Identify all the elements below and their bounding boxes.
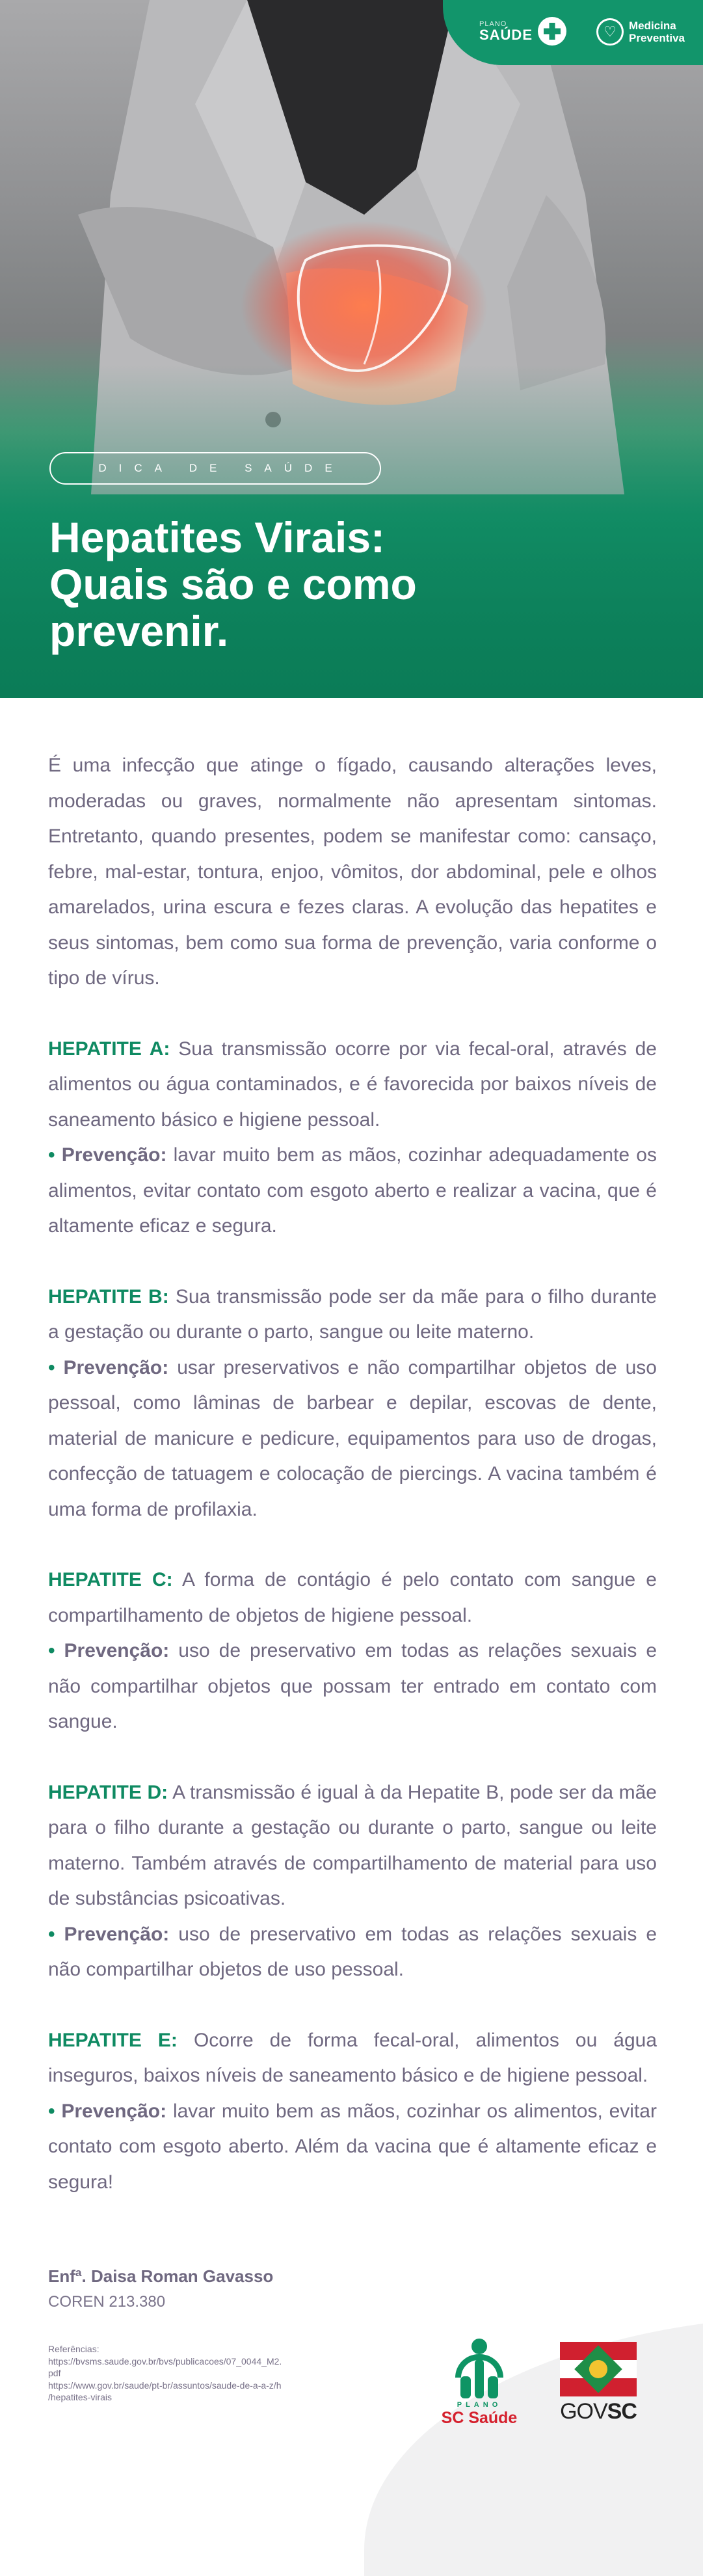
bullet-icon: • [48,1923,55,1945]
gov-suffix: SC [607,2399,637,2424]
reference-link-cont[interactable]: /hepatites-virais [48,2392,113,2402]
author-block [48,2266,273,2311]
section-title: HEPATITE E: [48,2029,178,2051]
person-icon [450,2339,509,2398]
section-hepatite-c [48,1563,657,1740]
section-title: HEPATITE A: [48,1038,170,1060]
section-text: A transmissão é igual à da Hepatite B, pode ser da mãe para o filho durante a gestação ou durante o parto, sangue ou leite materno. Também através de compartilhamento de material para uso de substâncias psicoativas. [48,1781,657,1909]
section-hepatite-b [48,1280,657,1528]
plano-saude-logo [479,17,566,46]
section-description [48,1032,657,1138]
reference-link[interactable]: https://bvsms.saude.gov.br/bvs/publicacoes/07_0044_M2. [48,2355,282,2367]
section-title: HEPATITE D: [48,1781,168,1803]
section-description [48,1775,657,1917]
title-line-1: Hepatites Virais: [49,513,386,561]
plano-sc-saude-logo [437,2339,522,2428]
bullet-icon: • [48,2100,55,2122]
plano-big-label: SC Saúde [441,2409,518,2427]
gov-sc-logo [559,2342,637,2424]
section-text: Ocorre de forma fecal-oral, alimentos ou água inseguros, baixos níveis de saneamento básico e de higiene pessoal. [48,2029,657,2086]
reference-link[interactable]: https://www.gov.br/saude/pt-br/assuntos/saude-de-a-a-z/h [48,2380,282,2391]
gov-sc-label [559,2399,637,2424]
section-description [48,2023,657,2094]
title-line-2: Quais são e como [49,560,417,608]
prevention-label: Prevenção: [63,1356,169,1378]
title-line-3: prevenir. [49,607,229,655]
page-title [49,514,570,654]
logo-medicina-line2: Preventiva [629,32,685,44]
section-title: HEPATITE C: [48,1569,173,1590]
footer-background [364,2316,703,2576]
plano-small-label: PLANO [457,2401,502,2409]
prevention-text: usar preservativos e não compartilhar objetos de uso pessoal, como lâminas de barbear e depilar, escovas de dente, material de manicure e pedicure, equipamentos para uso de drogas, confecção de tatuagem e colocação de piercings. A vacina também é uma forma de profilaxia. [48,1356,657,1520]
medicina-preventiva-logo [596,18,685,46]
section-description [48,1563,657,1633]
logo-saude-small: PLANO [479,20,507,28]
section-title: HEPATITE B: [48,1285,169,1308]
plus-icon [538,17,566,46]
prevention-label: Prevenção: [64,1923,170,1945]
prevention-label: Prevenção: [64,1640,170,1661]
prevention-item [48,1138,657,1244]
prevention-item [48,1350,657,1528]
article-body [48,748,657,2200]
hero-banner [0,0,703,698]
prevention-text: uso de preservativo em todas as relações sexuais e não compartilhar objetos de uso pessoal. [48,1923,657,1980]
references-label: Referências: [48,2344,99,2354]
section-text: A forma de contágio é pelo contato com sangue e compartilhamento de objetos de higiene pessoal. [48,1569,657,1626]
prevention-item [48,1917,657,1988]
logo-saude-big: SAÚDE [479,27,533,43]
section-text: Sua transmissão pode ser da mãe para o filho durante a gestação ou durante o parto, sangue ou leite materno. [48,1285,657,1343]
prevention-item [48,1633,657,1740]
prevention-label: Prevenção: [61,2100,167,2122]
prevention-label: Prevenção: [61,1144,167,1166]
sc-flag-icon [560,2342,637,2396]
section-hepatite-e [48,2023,657,2201]
bullet-icon: • [48,1356,55,1378]
references [48,2343,347,2404]
dica-de-saude-tag: DICA DE SAÚDE [49,452,381,485]
section-hepatite-d [48,1775,657,1988]
bullet-icon: • [48,1144,55,1166]
gov-prefix: GOV [560,2399,607,2424]
prevention-text: lavar muito bem as mãos, cozinhar adequadamente os alimentos, evitar contato com esgoto aberto e realizar a vacina, que é altamente eficaz e segura. [48,1144,657,1237]
prevention-item [48,2094,657,2201]
section-hepatite-a [48,1032,657,1244]
reference-link-cont[interactable]: pdf [48,2368,61,2378]
author-coren: COREN 213.380 [48,2293,166,2311]
section-text: Sua transmissão ocorre por via fecal-oral, através de alimentos ou água contaminados, e é favorecida por baixos níveis de saneamento básico e higiene pessoal. [48,1038,657,1131]
heart-icon: ♡ [596,18,624,46]
bullet-icon: • [48,1640,55,1661]
author-name: Enfª. Daisa Roman Gavasso [48,2266,274,2286]
intro-paragraph: É uma infecção que atinge o fígado, causando alterações leves, moderadas ou graves, normalmente não apresentam sintomas. Entretanto, quando presentes, podem se manifestar como: cansaço, febre, mal-estar, tontura, enjoo, vômitos, dor abdominal, pele e olhos amarelados, urina escura e fezes claras. A evolução das hepatites e seus sintomas, bem como sua forma de prevenção, varia conforme o tipo de vírus. [48,755,657,989]
prevention-text: lavar muito bem as mãos, cozinhar os alimentos, evitar contato com esgoto aberto. Além da vacina que é altamente eficaz e segura! [48,2100,657,2193]
prevention-text: uso de preservativo em todas as relações sexuais e não compartilhar objetos que possam ter entrado em contato com sangue. [48,1640,657,1732]
logo-medicina-line1: Medicina [629,20,676,32]
section-description [48,1280,657,1350]
